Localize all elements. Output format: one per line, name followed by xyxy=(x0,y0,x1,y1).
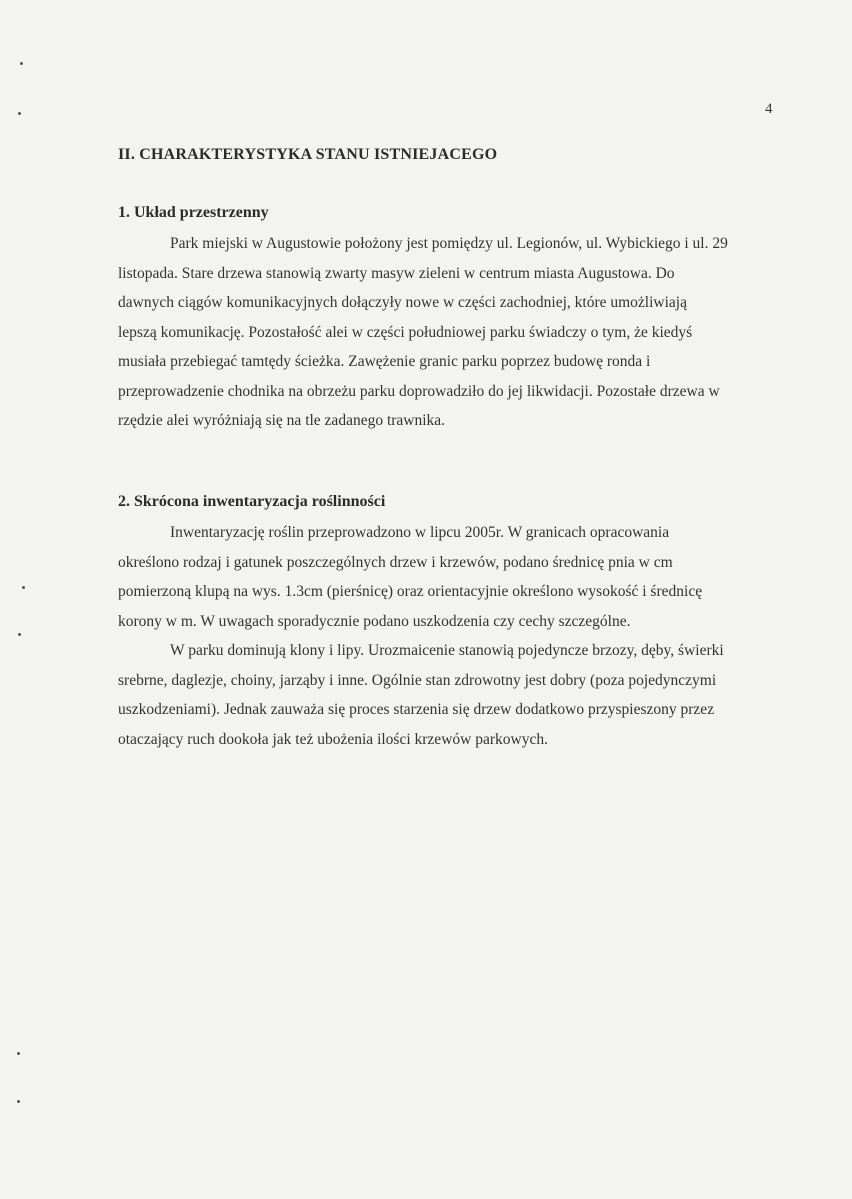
chapter-title: II. CHARAKTERYSTYKA STANU ISTNIEJACEGO xyxy=(118,146,498,163)
text-line: otaczający ruch dookoła jak też ubożenia ilości krzewów parkowych. xyxy=(118,730,548,748)
text-line: Inwentaryzację roślin przeprowadzono w lipcu 2005r. W granicach opracowania xyxy=(170,524,670,541)
text-line: W parku dominują klony i lipy. Urozmaicenie stanowią pojedyncze brzozy, dęby, świerki xyxy=(170,642,724,659)
scan-speck xyxy=(17,1100,20,1103)
paragraph xyxy=(118,636,790,754)
page-number: 4 xyxy=(765,101,773,117)
text-line: listopada. Stare drzewa stanowią zwarty masyw zieleni w centrum miasta Augustowa. Do xyxy=(118,264,675,282)
section-heading: 2. Skrócona inwentaryzacja roślinności xyxy=(118,493,386,510)
text-line: określono rodzaj i gatunek poszczególnych drzew i krzewów, podano średnicę pnia w cm xyxy=(118,553,673,571)
text-line: musiała przebiegać tamtędy ścieżka. Zawężenie granic parku poprzez budowę ronda i xyxy=(118,353,651,370)
text-line: srebrne, daglezje, choiny, jarząby i inne. Ogólnie stan zdrowotny jest dobry (poza pojedynczymi xyxy=(118,671,717,689)
text-line: dawnych ciągów komunikacyjnych dołączyły nowe w części zachodniej, które umożliwiają xyxy=(118,294,687,311)
scan-speck xyxy=(22,586,25,589)
text-line: korony w m. W uwagach sporadycznie podano uszkodzenia czy cechy szczególne. xyxy=(118,612,631,630)
paragraph xyxy=(118,229,790,436)
scan-speck xyxy=(20,62,23,65)
scan-speck xyxy=(18,633,21,636)
text-line: rzędzie alei wyróżniają się na tle zadanego trawnika. xyxy=(118,412,446,429)
section-spatial-layout xyxy=(118,203,790,436)
text-line: pomierzoną klupą na wys. 1.3cm (pierśnicę) oraz orientacyjnie określono wysokość i średnicę xyxy=(118,583,703,600)
text-line: lepszą komunikację. Pozostałość alei w części południowej parku świadczy o tym, że kiedyś xyxy=(118,323,693,341)
text-line: Park miejski w Augustowie położony jest pomiędzy ul. Legionów, ul. Wybickiego i ul. 29 xyxy=(170,235,728,252)
scan-speck xyxy=(17,1052,20,1055)
text-line: uszkodzeniami). Jednak zauważa się proces starzenia się drzew dodatkowo przyspieszony przez xyxy=(118,701,715,718)
section-vegetation-inventory xyxy=(118,492,790,754)
section-heading: 1. Układ przestrzenny xyxy=(118,204,269,221)
scan-speck xyxy=(18,112,21,115)
text-line: przeprowadzenie chodnika na obrzeżu parku doprowadziło do jej likwidacji. Pozostałe drzewa w xyxy=(118,382,720,400)
paragraph xyxy=(118,518,790,636)
